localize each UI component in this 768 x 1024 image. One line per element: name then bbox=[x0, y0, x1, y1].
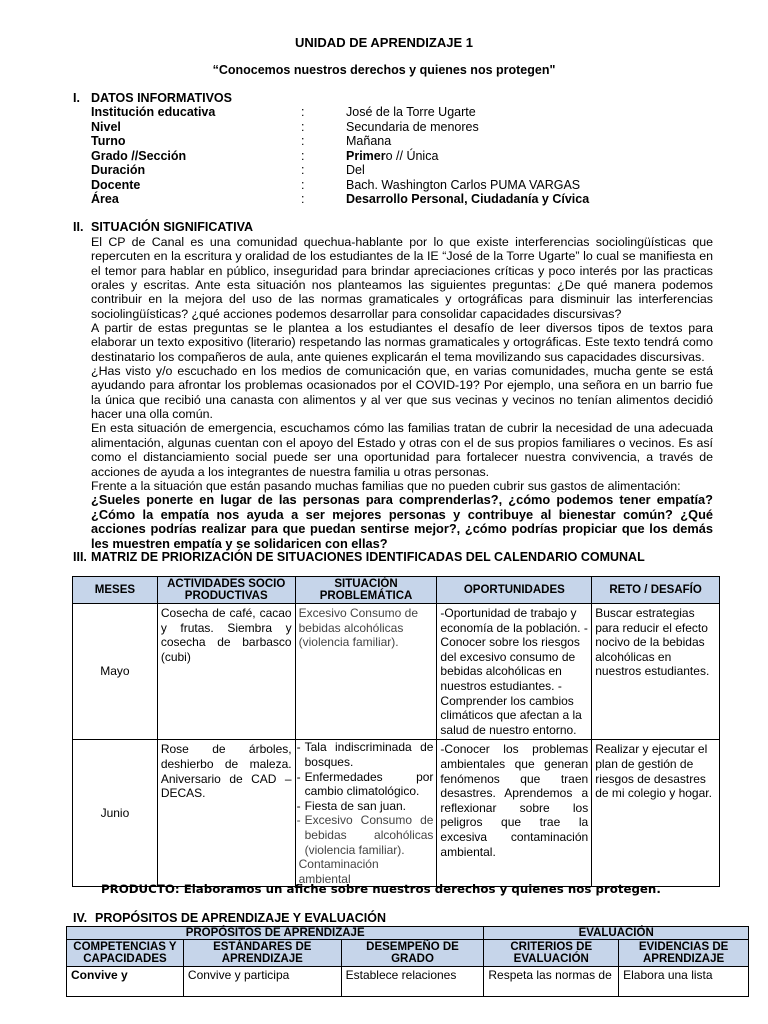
opportunities-cell: -Oportunidad de trabajo y economía de la población. -Conocer sobre los riesgos del excesivo consumo de bebidas alcohólicas en nuestros estudiantes. -Comprender los cambios climáticos que afectan a la salud de nuestro entorno. bbox=[437, 604, 592, 740]
info-value: Desarrollo Personal, Ciudadanía y Cívica bbox=[346, 192, 590, 206]
info-value: Bach. Washington Carlos PUMA VARGAS bbox=[346, 177, 581, 192]
table-cell: Elabora una lista bbox=[619, 967, 749, 997]
month-cell: Mayo bbox=[73, 604, 158, 740]
problem-tail: Contaminación ambiental bbox=[298, 857, 379, 886]
document-subtitle: “Conocemos nuestros derechos y quienes nos protegen" bbox=[212, 63, 556, 77]
situation-text bbox=[91, 235, 713, 551]
column-header: DESEMPEÑO DE GRADO bbox=[341, 940, 484, 967]
guiding-questions: ¿Sueles ponerte en lugar de las personas para comprenderlas?, ¿cómo podemos tener empatía? ¿Cómo la empatía nos ayuda a ser mejores personas y contribuye al bienestar común? ¿Qué acciones podrías realizar para que puedan sentirse mejor?, ¿cómo podrías propiciar que los demás les muestren empatía y se solidaricen con ellas? bbox=[91, 492, 713, 551]
column-header: COMPETENCIAS Y CAPACIDADES bbox=[67, 940, 184, 967]
section-1-heading: I. DATOS INFORMATIVOS bbox=[73, 91, 232, 105]
info-value: Mañana bbox=[346, 134, 392, 148]
paragraph: En esta situación de emergencia, escuchamos cómo las familias tratan de cubrir la necesidad de una adecuada alimentación, algunas cuentan con el apoyo del Estado y otras con el de sus propios familiares o vecinos. Es así como el distanciamiento social puede ser una oportunidad para fortalecer nuestra convivencia, a través de acciones de ayuda a los integrantes de nuestra familia u otras personas. bbox=[91, 421, 713, 479]
product-statement bbox=[101, 882, 661, 896]
table-cell: Establece relaciones bbox=[341, 967, 484, 997]
info-label: Institución educativa bbox=[91, 105, 216, 119]
product-label: PRODUCTO: bbox=[101, 882, 180, 896]
paragraph: ¿Has visto y/o escuchado en los medios de comunicación que, en varias comunidades, mucha gente se está ayudando para afrontar los problemas ocasionados por el COVID-19? Por ejemplo, una señora en un barrio fue la única que recibió una canasta con alimentos y al ver que sus vecinas y vecinos no tenían alimentos decidió hacer una olla común. bbox=[91, 364, 713, 422]
info-label: Nivel bbox=[91, 119, 121, 134]
list-item: - Excesivo Consumo de bebidas alcohólicas (violencia familiar). bbox=[299, 813, 434, 857]
activities-cell: Cosecha de café, cacao y frutas. Siembra y cosecha de barbasco (cubi) bbox=[157, 604, 295, 740]
list-item: - Fiesta de san juan. bbox=[299, 799, 434, 814]
list-item: - Tala indiscriminada de bosques. bbox=[299, 740, 434, 769]
table-row bbox=[67, 967, 749, 997]
paragraph: A partir de estas preguntas se le plantea a los estudiantes el desafío de leer diversos tipos de textos para elaborar un texto expositivo (literario) respetando las normas gramaticales y ortográficas. Este texto tendrá como destinatario los compañeros de aula, ante quienes explicarán el tema movilizando sus capacidades discursivas. bbox=[91, 321, 713, 364]
table-row bbox=[73, 604, 720, 740]
column-header: OPORTUNIDADES bbox=[437, 577, 592, 604]
priority-matrix-table bbox=[72, 576, 720, 887]
table-cell: Respeta las normas de bbox=[484, 967, 619, 997]
column-header: ESTÁNDARES DE APRENDIZAJE bbox=[183, 940, 341, 967]
table-cell: Convive y bbox=[67, 967, 184, 997]
paragraph: Frente a la situación que están pasando muchas familias que no pueden cubrir sus gastos de alimentación: bbox=[91, 478, 681, 493]
challenge-cell: Buscar estrategias para reducir el efecto nocivo de la bebidas alcohólicas en nuestros estudiantes. bbox=[592, 604, 720, 740]
document-page: UNIDAD DE APRENDIZAJE 1 “Conocemos nuestros derechos y quienes nos protegen" I. DATOS INFORMATIVOS Institución educativa : José de la Torre Ugarte Nivel : Secundaria de menores Turno : Mañana Grado //Sección : Primero // Única Duración : Del Docente : Bach. Washington Carlos PUMA VARGAS Área : Desarrollo Personal, Ciudadanía y Cívica II. SITUACIÓN SIGNIFICATIVA El CP de Canal es una comunidad quechua-hablante por lo que existe interferencias sociolingüísticas que repercuten en la escritura y oralidad de los estudiantes de la IE “José de la Torre Ugarte” lo cual se manifiesta en el temor para hablar en público, inseguridad para brindar apreciaciones críticas y poco interés por las practicas orales y escritas. Ante esta situación nos planteamos las siguientes preguntas: ¿De qué manera podemos contribuir en la mejora del uso de las normas gramaticales y ortográficas para disminuir las interferencias sociolingüísticas? ¿qué acciones podemos desarrollar para consolidar capacidades discursivas? A partir de estas preguntas se le plantea a los estudiantes el desafío de leer diversos tipos de textos para elaborar un texto expositivo (literario) respetando las normas gramaticales y ortográficas. Este texto tendrá como destinatario los compañeros de aula, ante quienes explicarán el tema movilizando sus capacidades discursivas. ¿Has visto y/o escuchado en los medios de comunicación que, en varias comunidades, mucha gente se está ayudando para afrontar los problemas ocasionados por el COVID-19? Por ejemplo, una señora en un barrio fue la única que recibió una canasta con alimentos y al ver que sus vecinas y vecinos no tenían alimentos decidió hacer una olla común. En esta situación de emergencia, escuchamos cómo las familias tratan de cubrir la necesidad de una adecuada alimentación, algunas cuentan con el apoyo del Estado y otras con el de sus propios familiares o vecinos. Es así como el distanciamiento social puede ser una oportunidad para fortalecer nuestra convivencia, a través de acciones de ayuda a los integrantes de nuestra familia u otras personas. Frente a la situación que están pasando muchas familias que no pueden cubrir sus gastos de alimentación: ¿Sueles ponerte en lugar de las personas para comprenderlas?, ¿cómo podemos tener empatía? ¿Cómo la empatía nos ayuda a ser mejores personas y contribuye al bienestar común? ¿Qué acciones podrías realizar para que puedan sentirse mejor?, ¿cómo podrías propiciar que los demás les muestren empatía y se solidaricen con ellas? III. MATRIZ DE PRIORIZACIÓN DE SITUACIONES IDENTIFICADAS DEL CALENDARIO COMUNAL MESES ACTIVIDADES SOCIO PRODUCTIVAS SITUACIÓN PROBLEMÁTICA OPORTUNIDADES RETO / DESAFÍO Mayo Cosecha de café, cacao y frutas. Siembra y cosecha de barbasco (cubi) Excesivo Consumo de bebidas alcohólicas (violencia familiar). -Oportunidad de trabajo y economía de la población. -Conocer sobre los riesgos del excesivo consumo de bebidas alcohólicas en nuestros estudiantes. -Comprender los cambios climáticos que afectan a la salud de nuestro entorno. Buscar estrategias para reducir el efecto nocivo de la bebidas alcohólicas en nuestros estudiantes. Junio Rose de árboles, deshierbo de maleza. Aniversario de CAD – DECAS. - Tala indiscriminada de bosques. - Enfermedades por cambio climatológico. - Fiesta de san juan. - Excesivo Consumo de bebidas alcohólicas (violencia familiar). Contaminación ambiental -Conocer los problemas ambientales que generan fenómenos que traen desastres. Aprendemos a reflexionar sobre los peligros que trae la excesiva contaminación ambiental. Realizar y ejecutar el plan de gestión de riesgos de desastres de mi colegio y hogar. PRODUCTO: Elaboramos un afiche sobre nuestros derechos y quienes nos protegen. IV. PROPÓSITOS DE APRENDIZAJE Y EVALUACIÓN PROPÓSITOS DE APRENDIZAJE EVALUACIÓN COMPETENCIAS Y CAPACIDADES ESTÁNDARES DE APRENDIZAJE DESEMPEÑO DE GRADO CRITERIOS DE EVALUACIÓN EVIDENCIAS DE APRENDIZAJE Convive y Convive y participa Establece relaciones Respeta las normas de Elabora una lista bbox=[0, 0, 768, 1024]
paragraph: El CP de Canal es una comunidad quechua-hablante por lo que existe interferencias sociolingüísticas que repercuten en la escritura y oralidad de los estudiantes de la IE “José de la Torre Ugarte” lo cual se manifiesta en el temor para hablar en público, inseguridad para brindar apreciaciones críticas y poco interés por las practicas orales y escritas. Ante esta situación nos planteamos las siguientes preguntas: ¿De qué manera podemos contribuir en la mejora del uso de las normas gramaticales y ortográficas para disminuir las interferencias sociolingüísticas? ¿qué acciones podemos desarrollar para consolidar capacidades discursivas? bbox=[91, 235, 713, 321]
info-label: Turno bbox=[91, 134, 126, 148]
product-text: Elaboramos un afiche sobre nuestros derechos y quienes nos protegen. bbox=[183, 882, 661, 896]
info-label: Grado //Sección bbox=[91, 148, 187, 163]
info-label: Área bbox=[91, 192, 119, 206]
column-header: SITUACIÓN PROBLEMÁTICA bbox=[295, 577, 437, 604]
challenge-cell: Realizar y ejecutar el plan de gestión de riesgos de desastres de mi colegio y hogar. bbox=[592, 740, 720, 887]
document-title: UNIDAD DE APRENDIZAJE 1 bbox=[295, 35, 473, 50]
problem-cell: Excesivo Consumo de bebidas alcohólicas (violencia familiar). bbox=[295, 604, 437, 740]
column-header: EVIDENCIAS DE APRENDIZAJE bbox=[619, 940, 749, 967]
info-value: José de la Torre Ugarte bbox=[346, 105, 476, 119]
info-value: Secundaria de menores bbox=[346, 119, 479, 134]
column-header: MESES bbox=[73, 577, 158, 604]
group-header: EVALUACIÓN bbox=[484, 927, 749, 940]
column-header: CRITERIOS DE EVALUACIÓN bbox=[484, 940, 619, 967]
section-2-heading: II. SITUACIÓN SIGNIFICATIVA bbox=[73, 220, 254, 234]
list-item: - Enfermedades por cambio climatológico. bbox=[299, 770, 434, 799]
group-header: PROPÓSITOS DE APRENDIZAJE bbox=[67, 927, 484, 940]
opportunities-cell: -Conocer los problemas ambientales que generan fenómenos que traen desastres. Aprendemos a reflexionar sobre los peligros que trae la excesiva contaminación ambiental. bbox=[437, 740, 592, 887]
section-4-heading: IV. PROPÓSITOS DE APRENDIZAJE Y EVALUACIÓN bbox=[73, 911, 387, 925]
info-label: Docente bbox=[91, 177, 141, 192]
table-cell: Convive y participa bbox=[183, 967, 341, 997]
info-value: Del bbox=[346, 163, 365, 177]
activities-cell: Rose de árboles, deshierbo de maleza. Aniversario de CAD – DECAS. bbox=[157, 740, 295, 887]
column-header: ACTIVIDADES SOCIO PRODUCTIVAS bbox=[157, 577, 295, 604]
problem-cell bbox=[295, 740, 437, 887]
month-cell: Junio bbox=[73, 740, 158, 887]
table-row bbox=[73, 740, 720, 887]
section-3-heading: III. MATRIZ DE PRIORIZACIÓN DE SITUACIONES IDENTIFICADAS DEL CALENDARIO COMUNAL bbox=[73, 550, 645, 564]
info-label: Duración bbox=[91, 163, 146, 177]
purposes-table bbox=[66, 926, 749, 997]
info-value: Primero // Única bbox=[346, 148, 439, 163]
column-header: RETO / DESAFÍO bbox=[592, 577, 720, 604]
